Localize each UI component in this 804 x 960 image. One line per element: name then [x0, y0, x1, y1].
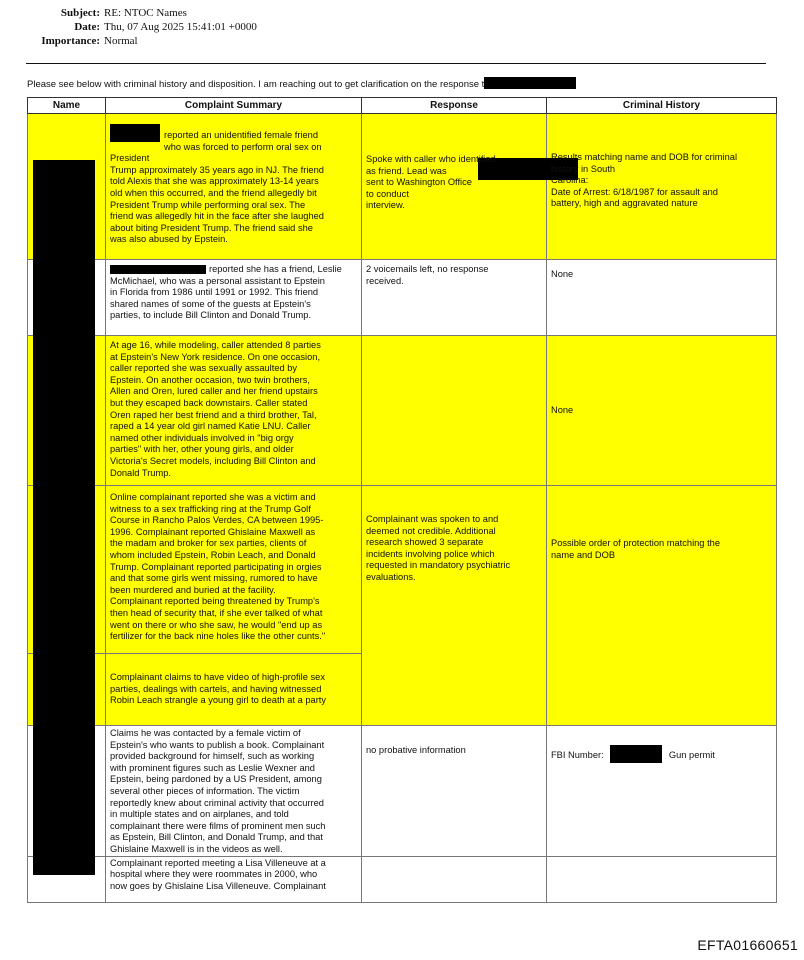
summary-text: reported an unidentified female friend who was forced to perform oral sex on President Trump approximately 35 years ago in NJ. The friend told Alexis that she was approximately 13-14 years old when this occurred, and the friend allegedly bit President Trump while performing oral sex. The friend was allegedly hit in the face after she laughed about biting President Trump. The friend said she was also abused by Epstein.	[110, 130, 324, 245]
response-cell: 2 voicemails left, no response received.	[362, 260, 547, 336]
response-cell: no probative information	[362, 726, 547, 857]
intro-line	[27, 77, 576, 90]
table-row	[28, 260, 777, 336]
redaction-block	[110, 265, 206, 274]
col-header-summary: Complaint Summary	[106, 98, 362, 114]
date-label: Date:	[74, 21, 100, 33]
redaction-block	[610, 745, 662, 763]
summary-cell	[106, 114, 362, 260]
history-cell: Results matching name and DOB for criminal history in South Carolina: Date of Arrest: 6/18/1987 for assault and battery, high and aggravated nature	[547, 114, 777, 260]
response-cell	[362, 336, 547, 486]
document-id: EFTA01660651	[697, 937, 798, 953]
redaction-block	[484, 77, 576, 89]
table-row	[28, 726, 777, 857]
history-cell	[547, 856, 777, 902]
response-cell: Complainant was spoken to and deemed not credible. Additional research showed 3 separate incidents involving police which requested in mandatory psychiatric evaluations.	[362, 486, 547, 726]
summary-cell: Complainant claims to have video of high-profile sex parties, dealings with cartels, and having witnessed Robin Leach strangle a young girl to death at a party	[106, 654, 362, 726]
col-header-name: Name	[28, 98, 106, 114]
summary-cell: At age 16, while modeling, caller attended 8 parties at Epstein's New York residence. On one occasion, caller reported she was sexually assaulted by Epstein. On another occasion, two twin brothers, Allen and Oren, lured caller and her friend upstairs but they escaped back downstairs. Caller stated Oren raped her best friend and a third brother, Tal, raped a 14 year old girl named Katie LNU. Caller named other individuals involved in "big orgy parties" with her, other young girls, and older Victoria's Secret models, including Bill Clinton and Donald Trump.	[106, 336, 362, 486]
email-header	[0, 6, 257, 48]
summary-cell: Online complainant reported she was a victim and witness to a sex trafficking ring at the Trump Golf Course in Rancho Palos Verdes, CA between 1995- 1996. Complainant reported Ghislaine Maxwell as the madam and broker for sex parties, clients of whom included Epstein, Robin Leach, and Donald Trump. Complainant reported participating in orgies and that some girls went missing, rumored to have been murdered and buried at the facility. Complainant reported being threatened by Trump's then head of security that, if she ever talked of what went on there or who she saw, he would "end up as fertilizer for the back nine holes like the other cunts."	[106, 486, 362, 654]
header-divider	[26, 63, 766, 64]
table-row	[28, 856, 777, 902]
importance-value: Normal	[104, 35, 138, 47]
subject-label: Subject:	[60, 7, 100, 19]
history-cell: None	[547, 336, 777, 486]
response-cell	[362, 856, 547, 902]
subject-value: RE: NTOC Names	[104, 7, 187, 19]
summary-cell: Complainant reported meeting a Lisa Villeneuve at a hospital where they were roommates in 2000, who now goes by Ghislaine Lisa Villeneuve. Complainant	[106, 856, 362, 902]
table-row	[28, 114, 777, 260]
complaint-table	[27, 97, 777, 903]
col-header-response: Response	[362, 98, 547, 114]
history-text: Gun permit	[668, 750, 715, 760]
history-text: FBI Number:	[551, 750, 604, 760]
date-value: Thu, 07 Aug 2025 15:41:01 +0000	[104, 21, 257, 33]
summary-cell: Claims he was contacted by a female victim of Epstein's who wants to publish a book. Complainant provided background for himself, such as working with prominent figures such as Leslie Wexner and Epstein, being pardoned by a US President, among several other pieces of information. The victim reportedly knew about criminal activity that occurred in multiple states and on airplanes, and told complainant there were films of prominent men such as Epstein, Bill Clinton, and Donald Trump, and that Ghislaine Maxwell is in the videos as well.	[106, 726, 362, 857]
summary-cell	[106, 260, 362, 336]
history-cell	[547, 726, 777, 857]
table-header-row	[28, 98, 777, 114]
table-row	[28, 336, 777, 486]
col-header-history: Criminal History	[547, 98, 777, 114]
importance-label: Importance:	[41, 35, 100, 47]
response-text: Spoke with caller who identified	[366, 154, 496, 164]
redaction-block	[33, 160, 95, 875]
response-cell	[362, 114, 547, 260]
history-cell: Possible order of protection matching the name and DOB	[547, 486, 777, 726]
history-cell: None	[547, 260, 777, 336]
summary-text: reported she has a friend, Leslie McMichael, who was a personal assistant to Epstein in Florida from 1986 until 1991 or 1992. This friend shared names of some of the guests at Epstein's parties, to include Bill Clinton and Donald Trump.	[110, 264, 342, 321]
redaction-block	[110, 124, 160, 142]
table-row	[28, 486, 777, 654]
response-text: as friend. Lead was sent to Washington Office to conduct interview.	[366, 165, 472, 211]
intro-text: Please see below with criminal history and disposition. I am reaching out to get clarification on the response t	[27, 79, 485, 90]
